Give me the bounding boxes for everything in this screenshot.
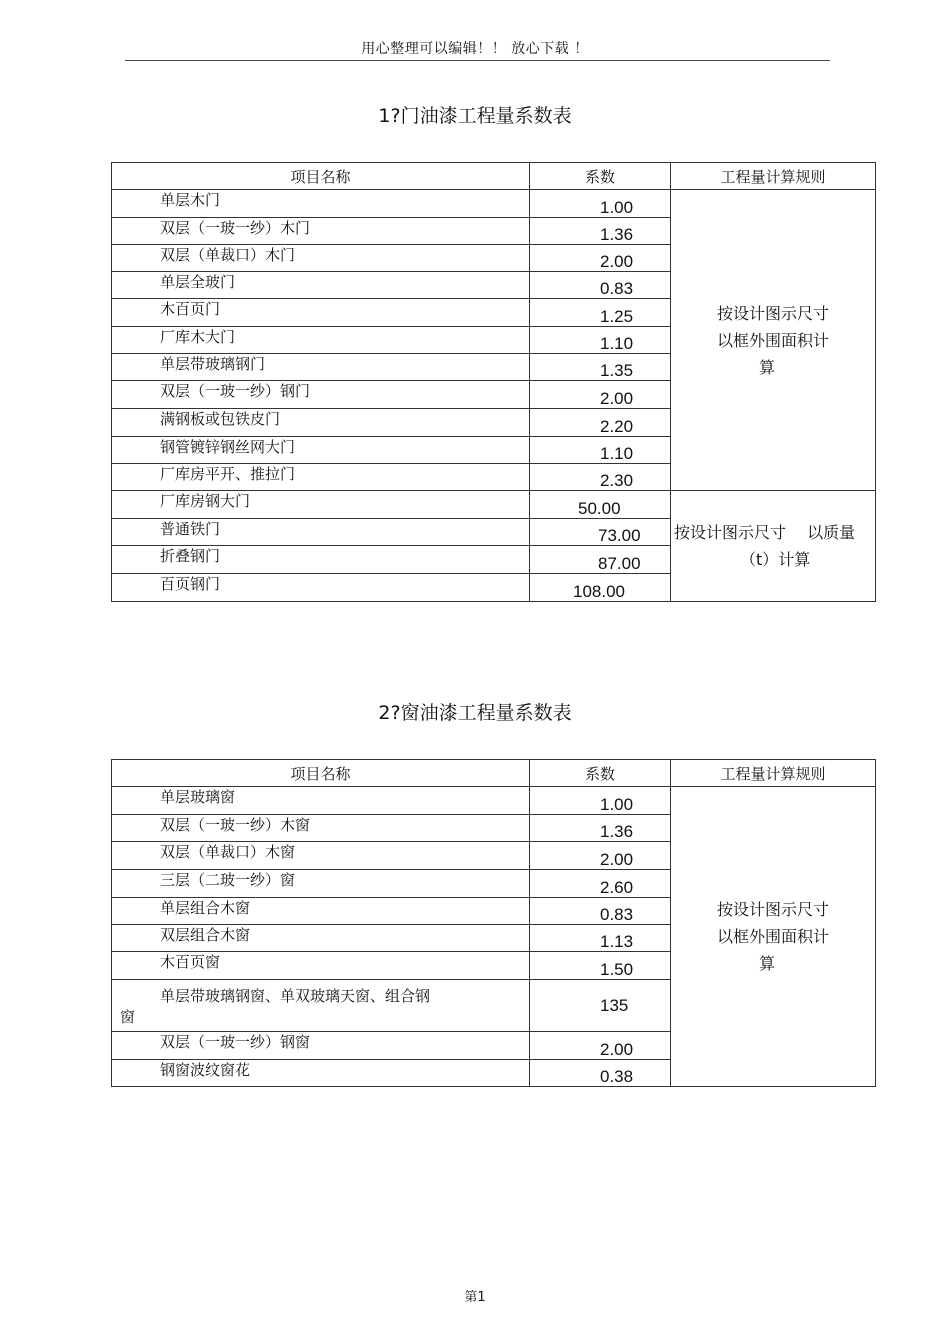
coefficient-text: 1.50	[600, 960, 634, 979]
calculation-rule	[671, 787, 876, 1087]
coefficient-text: 0.83	[600, 279, 634, 298]
item-name: 双层（一玻一纱）木门	[112, 218, 530, 245]
coefficient-value	[530, 409, 671, 437]
coefficient-value	[530, 787, 671, 815]
item-name: 满钢板或包铁皮门	[112, 409, 530, 437]
coefficient-text: 1.00	[600, 795, 634, 814]
coefficient-text: 1.36	[600, 822, 634, 841]
coefficient-text: 2.00	[600, 1040, 634, 1059]
item-name: 普通铁门	[112, 519, 530, 546]
coefficient-text: 108.00	[573, 582, 625, 601]
coefficient-text: 73.00	[598, 526, 641, 545]
page-header: 用心整理可以编辑！！ 放心下载 ！	[361, 41, 589, 57]
rule-line: 以框外围面积计	[716, 927, 829, 946]
coefficient-text: 2.00	[600, 850, 634, 869]
item-name: 单层木门	[112, 190, 530, 218]
item-name: 百页钢门	[112, 574, 530, 602]
coefficient-value	[530, 1032, 671, 1060]
coefficient-text: 1.10	[600, 334, 634, 353]
coefficient-text: 1.13	[600, 932, 634, 951]
item-name: 钢管镀锌钢丝网大门	[112, 437, 530, 464]
rule-text	[717, 896, 829, 977]
coefficient-text: 1.35	[600, 361, 634, 380]
column-header-coefficient: 系数	[530, 760, 671, 787]
coefficient-value	[530, 381, 671, 409]
table-header-row	[112, 760, 876, 787]
coefficient-text: 1.25	[600, 307, 634, 326]
coefficient-text: 50.00	[578, 499, 621, 518]
table-row	[112, 787, 876, 815]
item-name	[112, 980, 530, 1032]
item-name: 木百页窗	[112, 952, 530, 980]
coefficient-value	[530, 1060, 671, 1087]
coefficient-value	[530, 870, 671, 898]
calculation-rule	[671, 491, 876, 602]
door-paint-coefficient-table	[111, 162, 876, 602]
item-name: 双层组合木窗	[112, 925, 530, 952]
item-name: 折叠钢门	[112, 546, 530, 574]
coefficient-text: 2.00	[600, 389, 634, 408]
table-row	[112, 190, 876, 218]
coefficient-text: 1.10	[600, 444, 634, 463]
item-name: 双层（一玻一纱）木窗	[112, 815, 530, 842]
page-number: 第1	[464, 1290, 486, 1305]
coefficient-text: 135	[600, 995, 629, 1015]
column-header-name: 项目名称	[112, 163, 530, 190]
item-name: 厂库房平开、推拉门	[112, 464, 530, 491]
table-row	[112, 491, 876, 519]
column-header-name: 项目名称	[112, 760, 530, 787]
item-name: 双层（一玻一纱）钢窗	[112, 1032, 530, 1060]
item-name-line: 单层带玻璃钢窗、单双玻璃天窗、组合钢	[160, 987, 431, 1005]
item-name: 单层全玻门	[112, 272, 530, 299]
item-name: 双层（单裁口）木门	[112, 245, 530, 272]
coefficient-text: 2.60	[600, 878, 634, 897]
window-paint-coefficient-table	[111, 759, 876, 1087]
item-name: 单层带玻璃钢门	[112, 354, 530, 381]
table1-title: 1?门油漆工程量系数表	[378, 105, 572, 127]
coefficient-value	[530, 272, 671, 299]
coefficient-value	[530, 299, 671, 327]
table-header-row	[112, 163, 876, 190]
header-divider	[125, 60, 830, 61]
coefficient-value	[530, 546, 671, 574]
item-name: 厂库房钢大门	[112, 491, 530, 519]
calculation-rule	[671, 190, 876, 491]
rule-line: 按设计图示尺寸 以质量	[674, 523, 856, 542]
coefficient-value	[530, 898, 671, 925]
coefficient-text: 0.38	[600, 1067, 634, 1086]
coefficient-value	[530, 519, 671, 546]
item-name: 单层组合木窗	[112, 898, 530, 925]
coefficient-value	[530, 245, 671, 272]
coefficient-value	[530, 190, 671, 218]
column-header-rule: 工程量计算规则	[671, 163, 876, 190]
coefficient-value	[530, 464, 671, 491]
item-name: 厂库木大门	[112, 327, 530, 354]
coefficient-text: 87.00	[598, 554, 641, 573]
coefficient-text: 2.30	[600, 471, 634, 490]
item-name: 单层玻璃窗	[112, 787, 530, 815]
rule-line: 算	[758, 954, 775, 973]
coefficient-value	[530, 815, 671, 842]
item-name: 三层（二玻一纱）窗	[112, 870, 530, 898]
coefficient-value	[530, 574, 671, 602]
item-name: 双层（单裁口）木窗	[112, 842, 530, 870]
table2-title: 2?窗油漆工程量系数表	[378, 702, 572, 724]
column-header-coefficient: 系数	[530, 163, 671, 190]
coefficient-text: 2.00	[600, 252, 634, 271]
coefficient-value	[530, 491, 671, 519]
rule-line: 按设计图示尺寸	[716, 900, 829, 919]
rule-line: 以框外围面积计	[716, 330, 829, 350]
coefficient-value	[530, 980, 671, 1032]
column-header-rule: 工程量计算规则	[671, 760, 876, 787]
coefficient-text: 0.83	[600, 905, 634, 924]
coefficient-text: 1.00	[600, 198, 634, 217]
coefficient-value	[530, 354, 671, 381]
coefficient-value	[530, 437, 671, 464]
coefficient-value	[530, 842, 671, 870]
item-name-continuation: 窗	[120, 1008, 136, 1026]
rule-line: （t）计算	[740, 550, 811, 569]
coefficient-value	[530, 925, 671, 952]
coefficient-text: 1.36	[600, 225, 634, 244]
item-name: 双层（一玻一纱）钢门	[112, 381, 530, 409]
item-name: 木百页门	[112, 299, 530, 327]
item-name: 钢窗波纹窗花	[112, 1060, 530, 1087]
coefficient-text: 2.20	[600, 417, 634, 436]
rule-text	[717, 300, 829, 381]
rule-line: 算	[758, 357, 775, 377]
coefficient-value	[530, 218, 671, 245]
rule-line: 按设计图示尺寸	[716, 303, 829, 323]
coefficient-value	[530, 327, 671, 354]
coefficient-value	[530, 952, 671, 980]
